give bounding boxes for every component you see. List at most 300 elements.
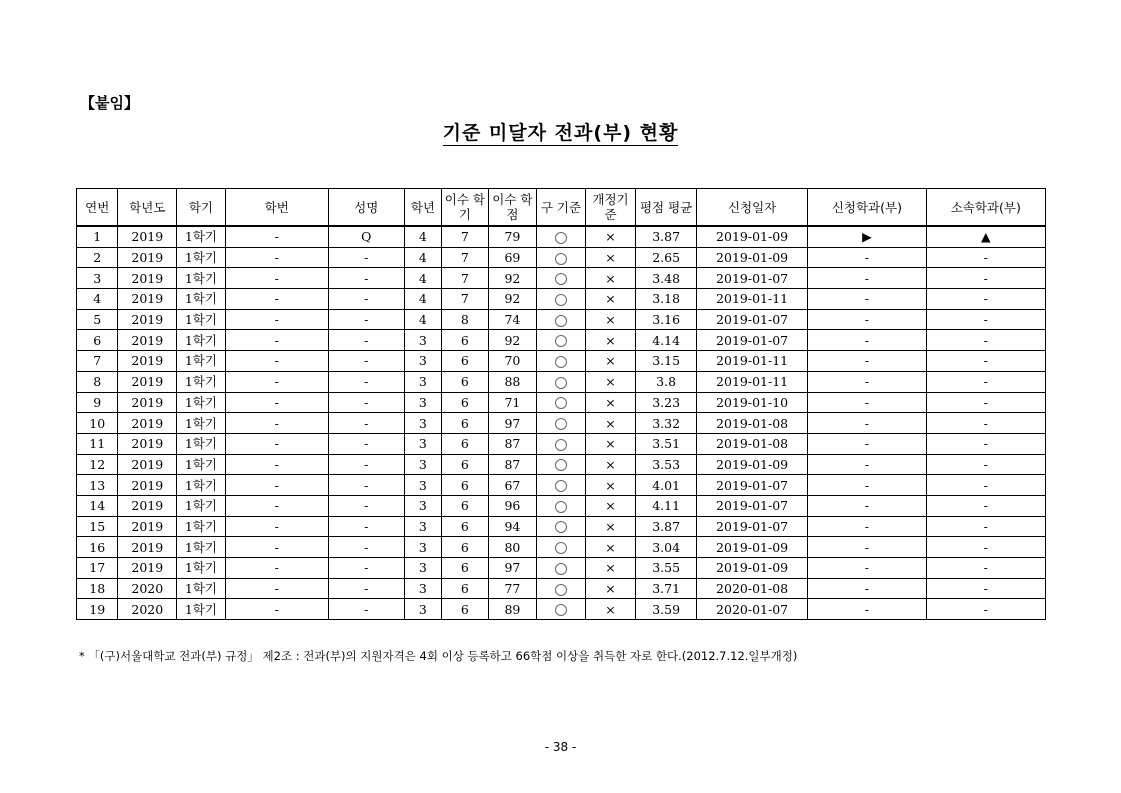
table-cell (537, 226, 586, 247)
table-cell: 3.51 (636, 433, 697, 454)
table-cell: 1학기 (177, 392, 226, 413)
table-cell: 18 (77, 578, 118, 599)
table-row (77, 433, 1046, 454)
table-cell: 3 (404, 558, 441, 579)
table-cell: - (926, 392, 1045, 413)
table-cell: 1학기 (177, 537, 226, 558)
table-cell (537, 330, 586, 351)
table-cell: 87 (488, 454, 537, 475)
column-header: 학년도 (118, 189, 177, 227)
table-cell (537, 392, 586, 413)
table-cell: 1학기 (177, 558, 226, 579)
table-cell: 11 (77, 433, 118, 454)
column-header: 평점 평균 (636, 189, 697, 227)
column-header: 이수 학점 (488, 189, 537, 227)
table-cell: 1학기 (177, 226, 226, 247)
table-cell: 2019-01-09 (696, 537, 807, 558)
table-cell: - (808, 599, 926, 620)
table-cell: 88 (488, 371, 537, 392)
table-row (77, 351, 1046, 372)
table-cell: 2019 (118, 454, 177, 475)
table-row (77, 475, 1046, 496)
circle-mark-icon (555, 232, 567, 244)
table-cell: - (328, 413, 404, 434)
table-cell: × (585, 268, 636, 289)
table-cell: - (225, 351, 328, 372)
circle-mark-icon (555, 418, 567, 430)
table-cell: - (808, 558, 926, 579)
table-cell: - (926, 558, 1045, 579)
table-cell (537, 454, 586, 475)
table-row (77, 247, 1046, 268)
table-cell: 7 (77, 351, 118, 372)
table-cell (537, 475, 586, 496)
table-row (77, 495, 1046, 516)
column-header: 학년 (404, 189, 441, 227)
table-cell: - (328, 392, 404, 413)
table-cell: 4 (404, 226, 441, 247)
table-cell: 13 (77, 475, 118, 496)
table-cell: × (585, 454, 636, 475)
table-cell: 74 (488, 309, 537, 330)
table-cell: × (585, 413, 636, 434)
table-row (77, 330, 1046, 351)
table-cell: 2019 (118, 226, 177, 247)
table-row (77, 226, 1046, 247)
table-cell: × (585, 433, 636, 454)
table-cell: - (328, 309, 404, 330)
table-cell: 4 (77, 289, 118, 310)
table-cell: 2019-01-11 (696, 351, 807, 372)
table-cell: 1학기 (177, 268, 226, 289)
page-title (0, 118, 1121, 145)
table-cell: 3.55 (636, 558, 697, 579)
table-cell: - (225, 268, 328, 289)
table-cell: 79 (488, 226, 537, 247)
table-cell: 5 (77, 309, 118, 330)
table-cell: - (328, 433, 404, 454)
table-cell: 1 (77, 226, 118, 247)
table-cell: ▶ (808, 226, 926, 247)
table-cell: - (225, 433, 328, 454)
table-cell: 92 (488, 268, 537, 289)
table-cell: 2019-01-08 (696, 413, 807, 434)
table-cell: 1학기 (177, 413, 226, 434)
table-cell: - (808, 475, 926, 496)
table-cell: - (926, 351, 1045, 372)
table-cell: - (225, 454, 328, 475)
table-cell: 2020 (118, 578, 177, 599)
table-cell: - (808, 495, 926, 516)
table-cell: - (328, 578, 404, 599)
table-cell (537, 433, 586, 454)
table-cell: 19 (77, 599, 118, 620)
table-cell: - (225, 371, 328, 392)
table-cell: - (328, 330, 404, 351)
table-cell: 2019 (118, 392, 177, 413)
table-cell: - (328, 495, 404, 516)
table-cell: 1학기 (177, 454, 226, 475)
table-cell: 12 (77, 454, 118, 475)
table-cell: 6 (442, 516, 489, 537)
table-cell: 1학기 (177, 247, 226, 268)
table-cell: 6 (442, 537, 489, 558)
column-header: 학번 (225, 189, 328, 227)
circle-mark-icon (555, 294, 567, 306)
table-cell: - (328, 351, 404, 372)
table-cell: 2019 (118, 309, 177, 330)
column-header: 신청학과(부) (808, 189, 926, 227)
table-cell: 4.14 (636, 330, 697, 351)
table-cell: 3 (404, 537, 441, 558)
table-cell: 89 (488, 599, 537, 620)
page-title-text: 기준 미달자 전과(부) 현황 (442, 122, 679, 144)
table-cell: × (585, 309, 636, 330)
table-cell: 69 (488, 247, 537, 268)
table-cell: - (328, 516, 404, 537)
table-cell: - (225, 599, 328, 620)
table-cell: 10 (77, 413, 118, 434)
table-cell: 77 (488, 578, 537, 599)
table-body (77, 226, 1046, 620)
table-cell: - (926, 599, 1045, 620)
table-cell (537, 351, 586, 372)
table-cell: 4 (404, 289, 441, 310)
table-cell: 16 (77, 537, 118, 558)
table-cell: 2019-01-11 (696, 371, 807, 392)
table-cell: - (328, 247, 404, 268)
table-cell (537, 578, 586, 599)
column-header: 소속학과(부) (926, 189, 1045, 227)
column-header: 연번 (77, 189, 118, 227)
table-cell: - (926, 330, 1045, 351)
table-cell: × (585, 578, 636, 599)
table-cell: 14 (77, 495, 118, 516)
table-cell: 3 (404, 495, 441, 516)
table-cell: 2019-01-11 (696, 289, 807, 310)
table-cell: - (328, 454, 404, 475)
table-cell: 3.71 (636, 578, 697, 599)
table-cell: 4 (404, 268, 441, 289)
table-cell: 9 (77, 392, 118, 413)
circle-mark-icon (555, 480, 567, 492)
table-cell: 2 (77, 247, 118, 268)
table-cell: 2019-01-07 (696, 309, 807, 330)
table-cell: 3 (404, 454, 441, 475)
table-cell: 6 (442, 578, 489, 599)
table-cell: 2019-01-07 (696, 516, 807, 537)
table-cell: 1학기 (177, 309, 226, 330)
table-cell (537, 516, 586, 537)
table-cell: - (225, 226, 328, 247)
table-row (77, 558, 1046, 579)
table-cell: 3.16 (636, 309, 697, 330)
table-row (77, 578, 1046, 599)
table-cell: 7 (442, 289, 489, 310)
table-row (77, 309, 1046, 330)
table-cell: - (926, 475, 1045, 496)
table-cell: - (808, 330, 926, 351)
table-cell: 3.23 (636, 392, 697, 413)
table-cell: 2019-01-07 (696, 475, 807, 496)
table-cell: 7 (442, 268, 489, 289)
table-cell: × (585, 516, 636, 537)
table-cell: - (926, 289, 1045, 310)
table-row (77, 454, 1046, 475)
table-cell: 3 (404, 413, 441, 434)
circle-mark-icon (555, 356, 567, 368)
table-cell: 6 (77, 330, 118, 351)
table-cell: 6 (442, 558, 489, 579)
table-cell: 2019 (118, 413, 177, 434)
table-cell: 1학기 (177, 578, 226, 599)
table-cell: 3.04 (636, 537, 697, 558)
table-cell: - (926, 537, 1045, 558)
table-cell: 1학기 (177, 351, 226, 372)
table-cell: 71 (488, 392, 537, 413)
table-cell: 7 (442, 226, 489, 247)
footnote: * 「(구)서울대학교 전과(부) 규정」 제2조 : 전과(부)의 지원자격은 4회 이상 등록하고 66학점 이상을 취득한 자로 한다.(2012.7.12.일부개정) (79, 649, 798, 663)
table-cell: 2019 (118, 371, 177, 392)
table-cell: - (808, 454, 926, 475)
table-cell (537, 268, 586, 289)
table-cell: 3.87 (636, 516, 697, 537)
table-row (77, 516, 1046, 537)
table-row (77, 392, 1046, 413)
table-cell: 3.48 (636, 268, 697, 289)
table-cell: Q (328, 226, 404, 247)
table-cell: 2020-01-08 (696, 578, 807, 599)
table-row (77, 413, 1046, 434)
table-cell: - (225, 289, 328, 310)
table-cell (537, 537, 586, 558)
table-cell: - (808, 413, 926, 434)
table-cell: 6 (442, 475, 489, 496)
table-cell: - (926, 413, 1045, 434)
table-cell: 2019-01-09 (696, 454, 807, 475)
table-cell: 4.11 (636, 495, 697, 516)
table-cell (537, 247, 586, 268)
table-cell: 3 (404, 392, 441, 413)
table-cell: 7 (442, 247, 489, 268)
table-cell: 6 (442, 433, 489, 454)
table-cell: - (225, 330, 328, 351)
table-cell: - (808, 289, 926, 310)
circle-mark-icon (555, 315, 567, 327)
table-cell: 3 (404, 433, 441, 454)
table-cell: - (808, 247, 926, 268)
table-row (77, 289, 1046, 310)
table-cell: - (328, 599, 404, 620)
table-cell: - (926, 433, 1045, 454)
table-cell: 8 (77, 371, 118, 392)
table-cell: × (585, 599, 636, 620)
circle-mark-icon (555, 335, 567, 347)
table-cell: 96 (488, 495, 537, 516)
table-cell: 80 (488, 537, 537, 558)
table-cell: 2020 (118, 599, 177, 620)
table-cell: 2019 (118, 330, 177, 351)
table-cell: 2019 (118, 433, 177, 454)
table-cell: 2019 (118, 247, 177, 268)
circle-mark-icon (555, 253, 567, 265)
table-cell: - (808, 268, 926, 289)
table-cell: 2019 (118, 289, 177, 310)
table-cell: 1학기 (177, 433, 226, 454)
table-cell: - (225, 247, 328, 268)
table-cell: 6 (442, 371, 489, 392)
table-row (77, 268, 1046, 289)
table-cell: 3 (404, 351, 441, 372)
table-cell: 17 (77, 558, 118, 579)
table-cell (537, 289, 586, 310)
column-header: 이수 학기 (442, 189, 489, 227)
table-cell: - (225, 537, 328, 558)
table-cell: - (328, 289, 404, 310)
table-cell: 1학기 (177, 599, 226, 620)
table-cell: - (328, 475, 404, 496)
table-cell: 1학기 (177, 516, 226, 537)
table-cell: - (926, 371, 1045, 392)
table-cell: × (585, 537, 636, 558)
circle-mark-icon (555, 397, 567, 409)
table-cell: - (808, 392, 926, 413)
table-cell: - (225, 413, 328, 434)
table-cell: 2019 (118, 516, 177, 537)
table-cell: 6 (442, 599, 489, 620)
column-header: 신청일자 (696, 189, 807, 227)
table-cell: 3 (404, 330, 441, 351)
table-cell: 6 (442, 351, 489, 372)
table-cell: - (225, 495, 328, 516)
table-cell: 3.59 (636, 599, 697, 620)
circle-mark-icon (555, 501, 567, 513)
table-cell: 6 (442, 413, 489, 434)
column-header: 개정기 준 (585, 189, 636, 227)
table-cell: 6 (442, 495, 489, 516)
table-cell: - (225, 516, 328, 537)
table-cell: 2019 (118, 268, 177, 289)
table-cell: × (585, 330, 636, 351)
table-cell: ▲ (926, 226, 1045, 247)
table-cell: 4 (404, 247, 441, 268)
table-cell: 3.53 (636, 454, 697, 475)
table-cell: 6 (442, 454, 489, 475)
table-cell: 3 (404, 475, 441, 496)
column-header: 학기 (177, 189, 226, 227)
page-number: - 38 - (544, 740, 577, 754)
table-cell: 67 (488, 475, 537, 496)
circle-mark-icon (555, 604, 567, 616)
table-cell: 2019 (118, 351, 177, 372)
table-cell: 4 (404, 309, 441, 330)
table-cell: - (225, 475, 328, 496)
table-cell: - (926, 268, 1045, 289)
table-cell: 92 (488, 289, 537, 310)
table-cell: 87 (488, 433, 537, 454)
table-cell: × (585, 495, 636, 516)
table-cell: - (926, 247, 1045, 268)
table-cell: 2019 (118, 475, 177, 496)
table-cell: - (808, 351, 926, 372)
table-cell: - (328, 371, 404, 392)
table-cell: - (328, 537, 404, 558)
table-cell: - (808, 433, 926, 454)
table-cell: 1학기 (177, 371, 226, 392)
table-cell: 2019-01-09 (696, 247, 807, 268)
table-row (77, 599, 1046, 620)
table-cell: × (585, 392, 636, 413)
table-row (77, 537, 1046, 558)
table-cell: - (225, 578, 328, 599)
table-cell: 3.32 (636, 413, 697, 434)
table-cell: 2.65 (636, 247, 697, 268)
table-cell: - (926, 495, 1045, 516)
table-cell: 1학기 (177, 330, 226, 351)
table-cell: 3.8 (636, 371, 697, 392)
table-cell: 3.18 (636, 289, 697, 310)
table-header-row (77, 189, 1046, 227)
status-table (76, 188, 1046, 620)
table-cell: 2019-01-10 (696, 392, 807, 413)
table-cell: × (585, 558, 636, 579)
table-cell: 2019 (118, 495, 177, 516)
table-cell: × (585, 371, 636, 392)
table-cell: 2019-01-07 (696, 495, 807, 516)
table-cell: - (328, 268, 404, 289)
table-cell: - (328, 558, 404, 579)
table-cell: 1학기 (177, 475, 226, 496)
circle-mark-icon (555, 521, 567, 533)
table-cell: 2019-01-08 (696, 433, 807, 454)
column-header: 구 기준 (537, 189, 586, 227)
table-cell: 1학기 (177, 289, 226, 310)
table-cell: 70 (488, 351, 537, 372)
table-cell: 6 (442, 330, 489, 351)
table-cell: × (585, 226, 636, 247)
table-cell: 92 (488, 330, 537, 351)
table-cell: 6 (442, 392, 489, 413)
table-cell: 97 (488, 558, 537, 579)
table-cell: - (808, 309, 926, 330)
table-cell: 3.87 (636, 226, 697, 247)
column-header: 성명 (328, 189, 404, 227)
circle-mark-icon (555, 542, 567, 554)
table-cell: × (585, 475, 636, 496)
table-cell: - (225, 309, 328, 330)
table-cell: 2019-01-09 (696, 558, 807, 579)
circle-mark-icon (555, 377, 567, 389)
table-cell: - (926, 516, 1045, 537)
table-cell (537, 558, 586, 579)
table-cell (537, 309, 586, 330)
table-cell: 2019 (118, 537, 177, 558)
table-cell: - (808, 537, 926, 558)
table-row (77, 371, 1046, 392)
circle-mark-icon (555, 273, 567, 285)
circle-mark-icon (555, 459, 567, 471)
circle-mark-icon (555, 439, 567, 451)
table-cell: 3.15 (636, 351, 697, 372)
table-cell: 97 (488, 413, 537, 434)
table-cell: 2019-01-09 (696, 226, 807, 247)
table-cell: × (585, 289, 636, 310)
table-cell: 3 (404, 578, 441, 599)
circle-mark-icon (555, 563, 567, 575)
table-cell: 94 (488, 516, 537, 537)
table-cell (537, 495, 586, 516)
table-cell: - (808, 578, 926, 599)
